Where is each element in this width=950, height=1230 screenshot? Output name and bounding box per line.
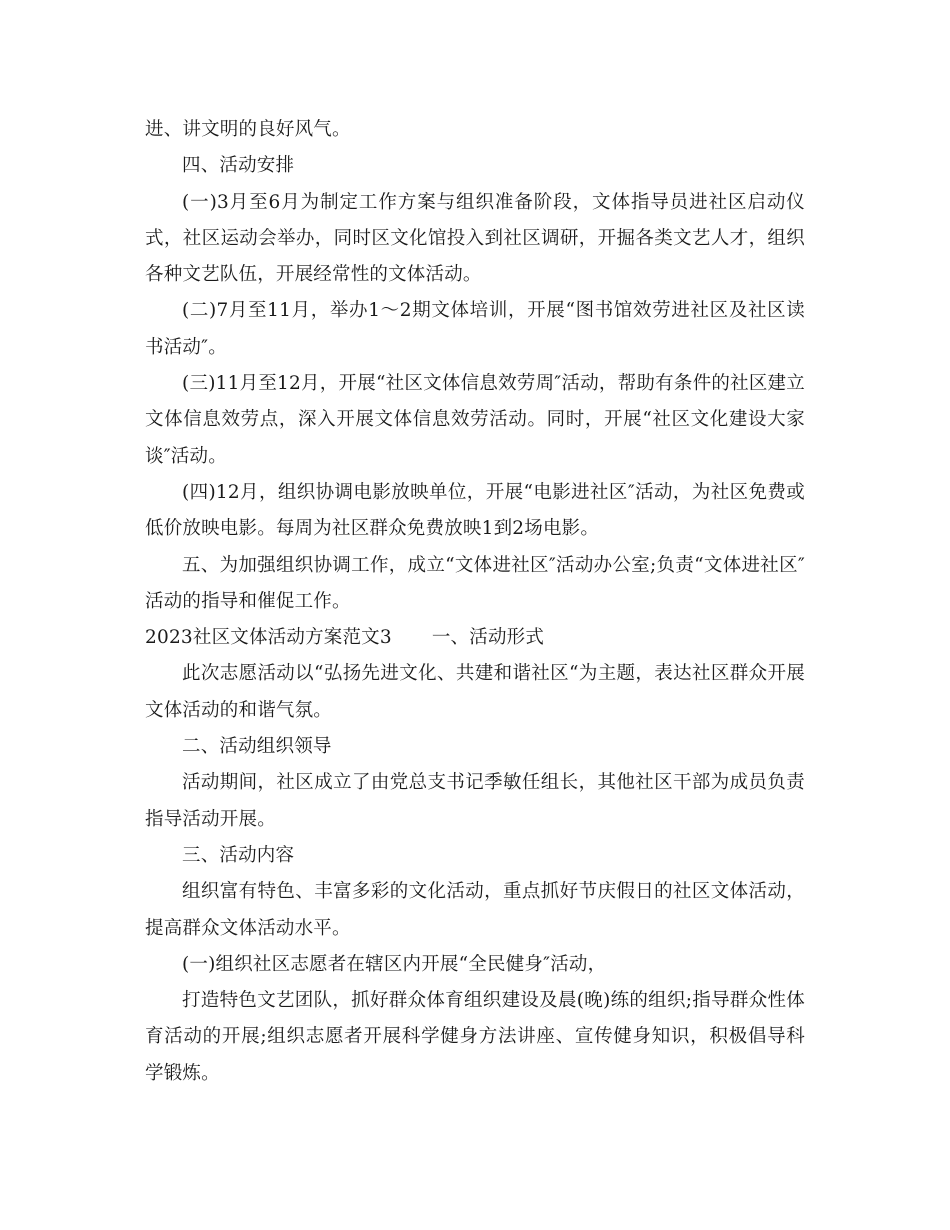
paragraph-teams: 打造特色文艺团队，抓好群众体育组织建设及晨(晚)练的组织;指导群众性体育活动的开展;组织志愿者开展科学健身方法讲座、宣传健身知识，积极倡导科学锻炼。 [145, 990, 805, 1084]
heading-activity-arrangement: 四、活动安排 [182, 155, 295, 177]
paragraph-fitness: (一)组织社区志愿者在辖区内开展“全民健身″活动， [182, 953, 607, 975]
paragraph-leadership: 活动期间，社区成立了由党总支书记季敏任组长，其他社区干部为成员负责指导活动开展。 [145, 772, 805, 830]
paragraph-theme: 此次志愿活动以“弘扬先进文化、共建和谐社区“为主题，表达社区群众开展文体活动的和谐气氛。 [145, 663, 805, 721]
paragraph-content: 组织富有特色、丰富多彩的文化活动，重点抓好节庆假日的社区文体活动，提高群众文体活动水平。 [145, 881, 805, 939]
paragraph-office: 五、为加强组织协调工作，成立“文体进社区″活动办公室;负责“文体进社区″活动的指导和催促工作。 [145, 554, 805, 612]
heading-organization: 二、活动组织领导 [182, 736, 332, 758]
heading-activity-form: 一、活动形式 [431, 627, 545, 649]
paragraph-stage-one: (一)3月至6月为制定工作方案与组织准备阶段，文体指导员进社区启动仪式，社区运动会举办，同时区文化馆投入到社区调研，开掘各类文艺人才，组织各种文艺队伍，开展经常性的文体活动。 [145, 191, 805, 286]
section-heading-line [145, 620, 805, 656]
paragraph-continuation: 进、讲文明的良好风气。 [145, 119, 351, 140]
document-body [145, 112, 805, 1092]
section-title: 2023社区文体活动方案范文3 [145, 627, 392, 649]
paragraph-stage-four: (四)12月，组织协调电影放映单位，开展“电影进社区″活动，为社区免费或低价放映电影。每周为社区群众免费放映1到2场电影。 [145, 481, 805, 540]
heading-activity-content: 三、活动内容 [182, 844, 295, 866]
paragraph-stage-three: (三)11月至12月，开展“社区文体信息效劳周″活动，帮助有条件的社区建立文体信息效劳点，深入开展文体信息效劳活动。同时，开展“社区文化建设大家谈″活动。 [145, 373, 805, 467]
paragraph-stage-two: (二)7月至11月，举办1～2期文体培训，开展“图书馆效劳进社区及社区读书活动″。 [145, 300, 805, 358]
